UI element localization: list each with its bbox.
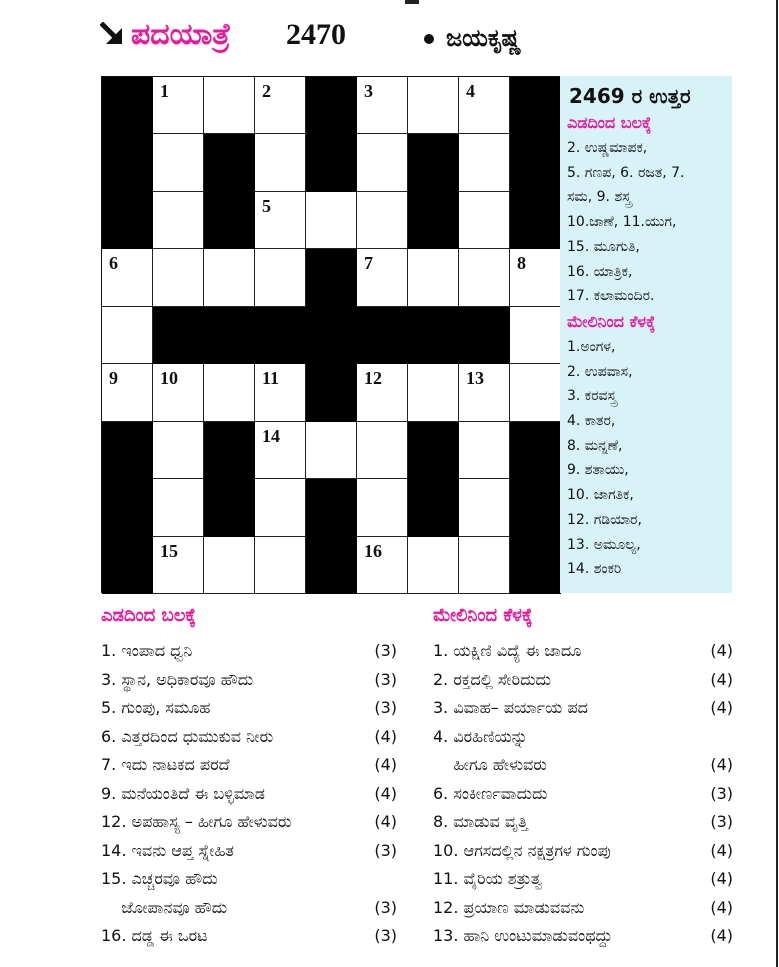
clue-number: 13 — [466, 368, 484, 389]
grid-cell-black — [102, 479, 153, 536]
clue-length: (4) — [710, 755, 733, 774]
grid-cell-black — [204, 422, 255, 479]
grid-cell[interactable] — [153, 77, 204, 134]
crossword-grid — [101, 76, 560, 593]
answer-line: 14. ಶಂಕರಿ — [567, 561, 622, 578]
clue-text: 4. ವಿರಹಿಣಿಯನ್ನು — [433, 726, 528, 746]
clue-number: 10 — [160, 368, 178, 389]
clue-item — [433, 837, 733, 866]
grid-cell[interactable] — [102, 249, 153, 306]
clue-length: (4) — [374, 783, 397, 803]
clue-item — [101, 865, 397, 894]
clue-number: 7 — [364, 253, 373, 274]
answer-line: 1.ಅಂಗಳ, — [567, 338, 616, 355]
clue-length: (3) — [374, 641, 397, 660]
clue-text: 16. ದಡ್ಡ ಈ ಒರಟ — [101, 926, 208, 945]
grid-cell[interactable] — [306, 192, 357, 249]
grid-cell[interactable] — [255, 77, 306, 134]
grid-cell[interactable] — [153, 479, 204, 536]
grid-cell-black — [204, 192, 255, 249]
grid-cell[interactable] — [357, 192, 408, 249]
clue-text: ಜೋಪಾನವೂ ಹೌದು — [101, 897, 228, 917]
answer-line: 10. ಜಾಗತಿಕ, — [567, 487, 634, 504]
answer-line: ಸಮ, 9. ಶಸ್ತ್ರ — [567, 189, 632, 206]
grid-cell-black — [255, 307, 306, 364]
clue-text: 2. ರಕ್ತದಲ್ಲಿ ಸೇರಿದುದು — [433, 669, 551, 689]
grid-cell-black — [102, 537, 153, 594]
clue-item — [433, 666, 733, 695]
grid-cell[interactable] — [102, 307, 153, 364]
down-clue-list — [433, 637, 733, 951]
grid-cell-black — [102, 134, 153, 191]
grid-cell[interactable] — [408, 249, 459, 306]
answer-line: 2. ಉಪವಾಸ, — [567, 363, 633, 380]
clue-item — [433, 865, 733, 894]
answer-line: 16. ಯಾತ್ರಿಕ, — [567, 263, 633, 280]
clue-length: (4) — [710, 641, 733, 660]
clue-number: 16 — [364, 540, 382, 561]
clue-item — [433, 922, 733, 951]
right-page-rule — [776, 0, 778, 967]
answer-line: 17. ಕಲಾಮಂದಿರ. — [567, 288, 655, 305]
clue-text: 13. ಹಾನಿ ಉಂಟುಮಾಡುವಂಥದ್ದು — [433, 926, 613, 945]
clue-length: (3) — [374, 897, 397, 917]
clue-text: 10. ಆಗಸದಲ್ಲಿನ ನಕ್ಷತ್ರಗಳ ಗುಂಪು — [433, 840, 611, 860]
clue-number: 8 — [517, 253, 526, 274]
clue-text: 8. ಮಾಡುವ ವೃತ್ತಿ — [433, 812, 528, 831]
grid-cell-black — [408, 479, 459, 536]
clue-number: 3 — [364, 81, 373, 101]
answer-line: 4. ಕಾತರ, — [567, 413, 616, 430]
grid-cell-black — [306, 77, 357, 134]
clue-text: 1. ಯಕ್ಷಿಣಿ ವಿದ್ಯೆ ಈ ಜಾದೂ — [433, 641, 582, 660]
grid-cell[interactable] — [459, 537, 510, 594]
top-edge-mark — [405, 0, 419, 4]
grid-cell[interactable] — [204, 364, 255, 421]
grid-cell-black — [510, 537, 561, 594]
clue-item — [101, 780, 397, 809]
clue-text: 14. ಇವನು ಆಪ್ತ ಸ್ನೇಹಿತ — [101, 840, 234, 860]
grid-cell[interactable] — [204, 77, 255, 134]
clue-number: 2 — [262, 81, 271, 101]
clue-number: 12 — [364, 368, 382, 389]
clue-text: 6. ಎತ್ತರದಿಂದ ಧುಮುಕುವ ನೀರು — [101, 726, 274, 746]
grid-cell-black — [408, 422, 459, 479]
grid-cell[interactable] — [255, 537, 306, 594]
clue-length: (4) — [710, 698, 733, 717]
grid-cell[interactable] — [357, 479, 408, 536]
clue-number: 14 — [262, 425, 280, 446]
answer-line: 12. ಗಡಿಯಾರ, — [567, 511, 642, 528]
grid-cell-black — [204, 479, 255, 536]
grid-cell[interactable] — [306, 422, 357, 479]
clue-length: (4) — [710, 669, 733, 689]
clue-text: 7. ಇದು ನಾಟಕದ ಪರದೆ — [101, 755, 230, 774]
grid-cell[interactable] — [204, 537, 255, 594]
grid-cell-black — [204, 134, 255, 191]
author-name: ಜಯಕೃಷ್ಣ — [446, 24, 522, 52]
clue-number: 5 — [262, 195, 271, 216]
answer-line: 13. ಅಮೂಲ್ಯ, — [567, 536, 641, 553]
grid-cell[interactable] — [255, 422, 306, 479]
grid-cell-black — [102, 192, 153, 249]
answers-across-list — [567, 136, 732, 309]
clue-length: (4) — [374, 755, 397, 774]
previous-answers-box — [560, 76, 732, 593]
clue-number: 15 — [160, 540, 178, 561]
clue-item — [101, 894, 397, 923]
clue-length: (3) — [710, 812, 733, 831]
clue-length: (4) — [710, 869, 733, 888]
clue-item — [101, 694, 397, 723]
grid-cell[interactable] — [459, 364, 510, 421]
clue-text: 6. ಸಂಕೀರ್ಣವಾದುದು — [433, 783, 548, 803]
answer-line: 3. ಕರವಸ್ತ್ರ — [567, 388, 617, 405]
grid-cell-black — [102, 422, 153, 479]
clue-length: (3) — [374, 840, 397, 860]
grid-cell[interactable] — [255, 134, 306, 191]
grid-cell[interactable] — [408, 77, 459, 134]
clue-length: (4) — [710, 926, 733, 945]
grid-cell-black — [408, 307, 459, 364]
grid-cell[interactable] — [357, 537, 408, 594]
grid-cell[interactable] — [153, 422, 204, 479]
clue-item — [101, 808, 397, 837]
grid-cell-black — [306, 134, 357, 191]
across-clue-list — [101, 637, 397, 951]
clue-text: 3. ವಿವಾಹ– ಪರ್ಯಾಯ ಪದ — [433, 698, 588, 717]
grid-cell[interactable] — [459, 422, 510, 479]
grid-cell[interactable] — [153, 134, 204, 191]
grid-cell-black — [459, 307, 510, 364]
clue-number: 6 — [109, 253, 118, 274]
clue-length: (3) — [374, 669, 397, 689]
grid-cell[interactable] — [357, 364, 408, 421]
clue-length: (3) — [374, 926, 397, 945]
grid-cell-black — [510, 422, 561, 479]
clue-item — [433, 723, 733, 752]
grid-cell-black — [204, 307, 255, 364]
clue-length: (3) — [374, 698, 397, 717]
clue-item — [433, 751, 733, 780]
clue-text: 12. ಪ್ರಯಾಣ ಮಾಡುವವನು — [433, 897, 585, 917]
bullet-icon — [424, 34, 434, 44]
clue-number: 1 — [160, 81, 169, 101]
grid-cell[interactable] — [357, 422, 408, 479]
grid-cell[interactable] — [510, 307, 561, 364]
grid-cell[interactable] — [459, 249, 510, 306]
clue-item — [433, 637, 733, 666]
grid-cell[interactable] — [459, 77, 510, 134]
clue-item — [433, 694, 733, 723]
answers-title: 2469 ರ ಉತ್ತರ — [569, 84, 691, 108]
clue-item — [101, 637, 397, 666]
grid-cell[interactable] — [153, 364, 204, 421]
clue-item — [101, 723, 397, 752]
answer-line: 5. ಗಣಪ, 6. ರಜತ, 7. — [567, 164, 685, 181]
grid-cell-black — [306, 537, 357, 594]
clue-text: 1. ಇಂಪಾದ ಧ್ವನಿ — [101, 641, 193, 660]
clue-length: (4) — [374, 726, 397, 746]
clue-item — [101, 922, 397, 951]
grid-cell[interactable] — [408, 364, 459, 421]
answer-line: 15. ಮೂಗುತಿ, — [567, 238, 640, 255]
answer-line: 10.ಜಾಣೆ, 11.ಯುಗ, — [567, 214, 677, 231]
clue-text: 12. ಅಪಹಾಸ್ಯ – ಹೀಗೂ ಹೇಳುವರು — [101, 812, 292, 831]
clue-length: (4) — [710, 840, 733, 860]
clue-number: 9 — [109, 368, 118, 389]
clue-item — [101, 837, 397, 866]
puzzle-brand-title: ಪದಯಾತ್ರೆ — [131, 17, 231, 52]
grid-cell-black — [306, 249, 357, 306]
clue-text: 15. ಎಚ್ಚರವೂ ಹೌದು — [101, 869, 218, 888]
grid-cell[interactable] — [153, 537, 204, 594]
answers-down-list — [567, 335, 732, 582]
grid-cell[interactable] — [510, 249, 561, 306]
grid-cell-black — [510, 134, 561, 191]
grid-cell-black — [510, 192, 561, 249]
clue-item — [433, 780, 733, 809]
grid-cell-black — [102, 77, 153, 134]
grid-cell[interactable] — [255, 249, 306, 306]
clue-item — [433, 808, 733, 837]
grid-cell-black — [306, 307, 357, 364]
down-clues-heading: ಮೇಲಿನಿಂದ ಕೆಳಕ್ಕೆ — [433, 605, 533, 626]
answer-line: 2. ಉಷ್ಣಮಾಪಕ, — [567, 140, 648, 156]
grid-cell[interactable] — [357, 249, 408, 306]
grid-cell-black — [510, 479, 561, 536]
grid-cell-black — [408, 192, 459, 249]
clue-text: 9. ಮನೆಯಂತಿದೆ ಈ ಬಳ್ಳಿಮಾಡ — [101, 783, 265, 803]
answers-down-heading: ಮೇಲಿನಿಂದ ಕೆಳಕ್ಕೆ — [567, 311, 656, 331]
grid-cell[interactable] — [459, 479, 510, 536]
clue-length: (4) — [710, 897, 733, 917]
down-clues — [433, 603, 733, 951]
clue-item — [101, 751, 397, 780]
clue-number: 11 — [262, 368, 280, 389]
clue-text: 3. ಸ್ಥಾನ, ಅಧಿಕಾರವೂ ಹೌದು — [101, 669, 254, 689]
grid-cell-black — [153, 307, 204, 364]
across-clues — [101, 603, 397, 951]
answers-across-heading: ಎಡದಿಂದ ಬಲಕ್ಕೆ — [567, 113, 652, 132]
grid-cell[interactable] — [153, 192, 204, 249]
clue-text: ಹೀಗೂ ಹೇಳುವರು — [433, 755, 547, 774]
grid-cell-black — [306, 479, 357, 536]
clue-item — [433, 894, 733, 923]
grid-cell[interactable] — [255, 479, 306, 536]
grid-cell-black — [306, 364, 357, 421]
answer-line: 9. ಶತಾಯು, — [567, 462, 629, 479]
puzzle-number: 2470 — [286, 18, 346, 51]
answer-line: 8. ಮನ್ನಣೆ, — [567, 437, 623, 454]
grid-cell[interactable] — [102, 364, 153, 421]
grid-cell[interactable] — [255, 364, 306, 421]
grid-cell[interactable] — [459, 134, 510, 191]
clue-item — [101, 666, 397, 695]
grid-cell-black — [408, 134, 459, 191]
grid-cell[interactable] — [357, 77, 408, 134]
clue-text: 11. ವೈರಿಯ ಶತ್ರುತ್ವ — [433, 869, 543, 888]
grid-cell[interactable] — [204, 249, 255, 306]
clue-text: 5. ಗುಂಪು, ಸಮೂಹ — [101, 698, 211, 717]
grid-cell[interactable] — [153, 249, 204, 306]
grid-cell[interactable] — [357, 134, 408, 191]
grid-cell[interactable] — [510, 364, 561, 421]
arrow-down-right-icon — [100, 22, 126, 48]
grid-cell[interactable] — [408, 537, 459, 594]
clue-length: (4) — [374, 812, 397, 831]
grid-cell[interactable] — [459, 192, 510, 249]
grid-cell-black — [510, 77, 561, 134]
grid-cell[interactable] — [255, 192, 306, 249]
clue-length: (3) — [710, 783, 733, 803]
across-clues-heading: ಎಡದಿಂದ ಬಲಕ್ಕೆ — [101, 605, 196, 626]
grid-cell-black — [357, 307, 408, 364]
clue-number: 4 — [466, 81, 475, 101]
